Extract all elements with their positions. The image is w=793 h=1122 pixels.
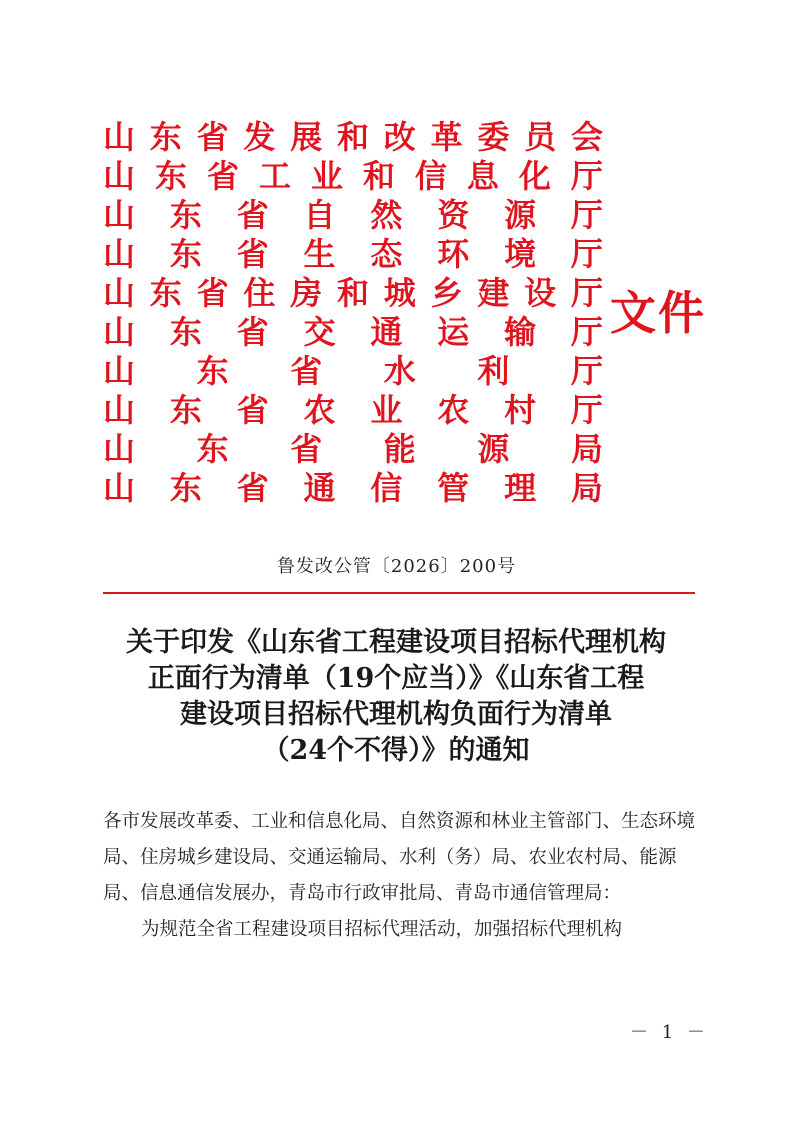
agency-char: 通: [303, 469, 336, 507]
agency-char: 能: [383, 430, 416, 468]
agency-char: 然: [370, 196, 403, 234]
agency-char: 东: [149, 274, 182, 312]
agency-char: 厅: [570, 235, 603, 273]
agency-char: 山: [103, 391, 136, 429]
agency-char: 利: [477, 352, 510, 390]
agency-char: 和: [336, 118, 369, 156]
agency-char: 省: [236, 196, 269, 234]
agency-char: 生: [303, 235, 336, 273]
agency-char: 信: [414, 157, 447, 195]
agency-char: 交: [303, 313, 336, 351]
agency-char: 和: [336, 274, 369, 312]
agency-char: 革: [430, 118, 463, 156]
agency-char: 资: [437, 196, 470, 234]
agency-char: 化: [518, 157, 551, 195]
agency-name-row: [103, 235, 603, 274]
agency-char: 境: [504, 235, 537, 273]
agency-char: 东: [169, 196, 202, 234]
agency-char: 省: [236, 235, 269, 273]
agency-char: 信: [370, 469, 403, 507]
agency-char: 环: [437, 235, 470, 273]
agency-char: 业: [310, 157, 343, 195]
agency-char: 业: [370, 391, 403, 429]
agency-char: 和: [362, 157, 395, 195]
agency-char: 管: [437, 469, 470, 507]
agency-char: 山: [103, 196, 136, 234]
agency-char: 源: [477, 430, 510, 468]
document-body: [103, 804, 701, 948]
agency-char: 省: [236, 469, 269, 507]
agency-char: 山: [103, 352, 136, 390]
agency-char: 东: [196, 430, 229, 468]
agency-name-row: [103, 469, 603, 508]
red-separator-line: [103, 592, 695, 594]
agency-char: 展: [290, 118, 323, 156]
title-line: 正面行为清单（19个应当）》《山东省工程: [147, 663, 645, 694]
agency-char: 自: [303, 196, 336, 234]
document-title: [90, 625, 702, 769]
agency-char: 东: [169, 469, 202, 507]
agency-char: 村: [504, 391, 537, 429]
recipients-paragraph: 各市发展改革委、工业和信息化局、自然资源和林业主管部门、生态环境局、住房城乡建设局、交通运输局、水利（务）局、农业农村局、能源局、信息通信发展办，青岛市行政审批局、青岛市通信管理局：: [103, 811, 696, 904]
agency-char: 输: [504, 313, 537, 351]
agency-name-row: [103, 313, 603, 352]
agency-char: 建: [477, 274, 510, 312]
agency-char: 厅: [570, 352, 603, 390]
page-number: － 1 －: [630, 1022, 709, 1043]
agency-name-row: [103, 430, 603, 469]
agency-char: 乡: [430, 274, 463, 312]
agency-char: 东: [169, 313, 202, 351]
title-line: （24个不得）》的通知: [262, 735, 530, 766]
agency-char: 东: [196, 352, 229, 390]
agency-char: 局: [570, 430, 603, 468]
agency-char: 厅: [570, 391, 603, 429]
agency-name-row: [103, 274, 603, 313]
agency-char: 省: [236, 391, 269, 429]
agency-name-row: [103, 118, 603, 157]
agency-char: 山: [103, 430, 136, 468]
agency-char: 委: [477, 118, 510, 156]
agency-char: 东: [169, 235, 202, 273]
agency-name-row: [103, 157, 603, 196]
body-paragraph: 为规范全省工程建设项目招标代理活动，加强招标代理机构: [141, 919, 623, 940]
agency-char: 房: [290, 274, 323, 312]
document-type-label: 文件: [610, 286, 706, 340]
agency-char: 山: [103, 313, 136, 351]
agency-char: 源: [504, 196, 537, 234]
agency-char: 农: [303, 391, 336, 429]
agency-char: 会: [570, 118, 603, 156]
agency-char: 东: [149, 118, 182, 156]
agency-char: 员: [524, 118, 557, 156]
agency-char: 厅: [570, 313, 603, 351]
title-line: 建设项目招标代理机构负面行为清单: [180, 699, 612, 730]
agency-char: 农: [437, 391, 470, 429]
agency-name-row: [103, 352, 603, 391]
agency-char: 山: [103, 157, 136, 195]
agency-char: 设: [524, 274, 557, 312]
agency-char: 工: [258, 157, 291, 195]
agency-name-row: [103, 391, 603, 430]
agency-char: 运: [437, 313, 470, 351]
agency-char: 山: [103, 274, 136, 312]
agency-char: 省: [290, 430, 323, 468]
agency-char: 省: [196, 118, 229, 156]
agency-char: 东: [169, 391, 202, 429]
agency-char: 息: [466, 157, 499, 195]
agency-char: 厅: [570, 196, 603, 234]
agency-char: 山: [103, 235, 136, 273]
agency-char: 住: [243, 274, 276, 312]
agency-char: 山: [103, 118, 136, 156]
agency-char: 厅: [570, 274, 603, 312]
issuing-agencies: [103, 118, 603, 508]
agency-char: 态: [370, 235, 403, 273]
title-line: 关于印发《山东省工程建设项目招标代理机构: [126, 627, 666, 658]
agency-char: 省: [196, 274, 229, 312]
agency-char: 改: [383, 118, 416, 156]
agency-char: 省: [236, 313, 269, 351]
agency-char: 省: [206, 157, 239, 195]
agency-char: 山: [103, 469, 136, 507]
agency-char: 厅: [570, 157, 603, 195]
agency-char: 城: [383, 274, 416, 312]
document-number: 鲁发改公管〔2026〕200号: [276, 556, 517, 577]
agency-char: 通: [370, 313, 403, 351]
agency-name-row: [103, 196, 603, 235]
agency-char: 局: [570, 469, 603, 507]
agency-char: 发: [243, 118, 276, 156]
agency-char: 理: [504, 469, 537, 507]
agency-char: 省: [290, 352, 323, 390]
agency-char: 水: [383, 352, 416, 390]
agency-char: 东: [154, 157, 187, 195]
